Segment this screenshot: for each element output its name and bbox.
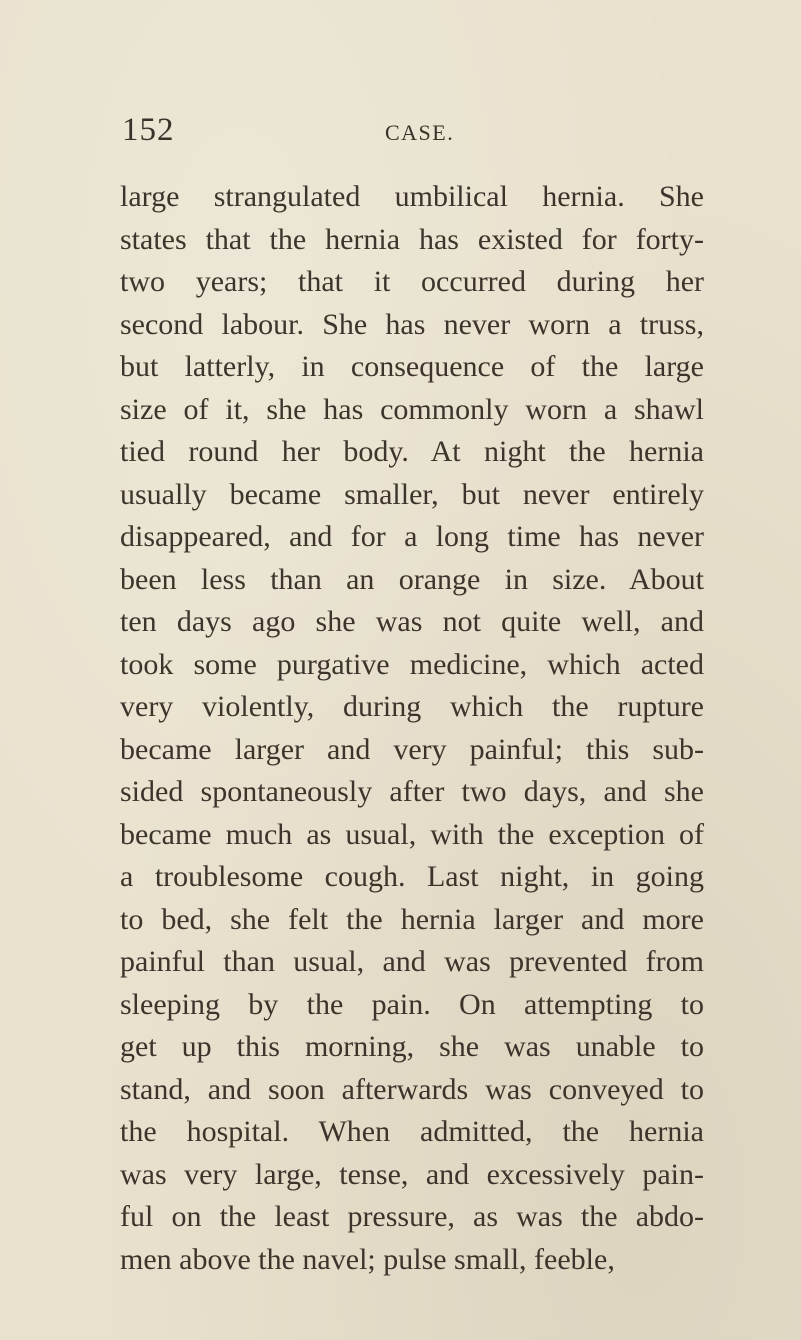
- text-line: large strangulated umbilical hernia. She: [120, 180, 704, 213]
- text-line: the hospital. When admitted, the hernia: [120, 1115, 704, 1148]
- text-line: two years; that it occurred during her: [120, 265, 704, 298]
- text-line: ful on the least pressure, as was the abdo-: [120, 1200, 704, 1233]
- text-line: men above the navel; pulse small, feeble,: [120, 1242, 615, 1276]
- text-line: been less than an orange in size. About: [120, 562, 704, 596]
- page-number: 152: [122, 112, 175, 148]
- page-header: [0, 112, 801, 152]
- text-line: became much as usual, with the exception of: [120, 817, 704, 851]
- running-head: CASE.: [385, 120, 455, 145]
- text-line: states that the hernia has existed for forty-: [120, 222, 704, 256]
- text-line: was very large, tense, and excessively pain-: [120, 1157, 704, 1191]
- text-line: sleeping by the pain. On attempting to: [120, 987, 704, 1021]
- text-line: a troublesome cough. Last night, in going: [120, 860, 704, 893]
- text-line: get up this morning, she was unable to: [120, 1030, 704, 1063]
- body-paragraph: [120, 176, 704, 1281]
- text-line: to bed, she felt the hernia larger and more: [120, 902, 704, 936]
- text-line: second labour. She has never worn a truss,: [120, 307, 704, 341]
- text-line: became larger and very painful; this sub-: [120, 732, 704, 766]
- text-line: stand, and soon afterwards was conveyed to: [120, 1072, 704, 1106]
- text-line: took some purgative medicine, which acted: [120, 647, 704, 681]
- text-line: very violently, during which the rupture: [120, 690, 704, 723]
- text-line: tied round her body. At night the hernia: [120, 435, 704, 468]
- text-line: but latterly, in consequence of the large: [120, 350, 704, 383]
- text-line: sided spontaneously after two days, and she: [120, 775, 704, 808]
- text-line: disappeared, and for a long time has never: [120, 520, 704, 553]
- text-line: size of it, she has commonly worn a shawl: [120, 392, 704, 426]
- text-line: ten days ago she was not quite well, and: [120, 605, 704, 638]
- text-line: painful than usual, and was prevented from: [120, 945, 704, 978]
- text-line: usually became smaller, but never entirely: [120, 477, 704, 511]
